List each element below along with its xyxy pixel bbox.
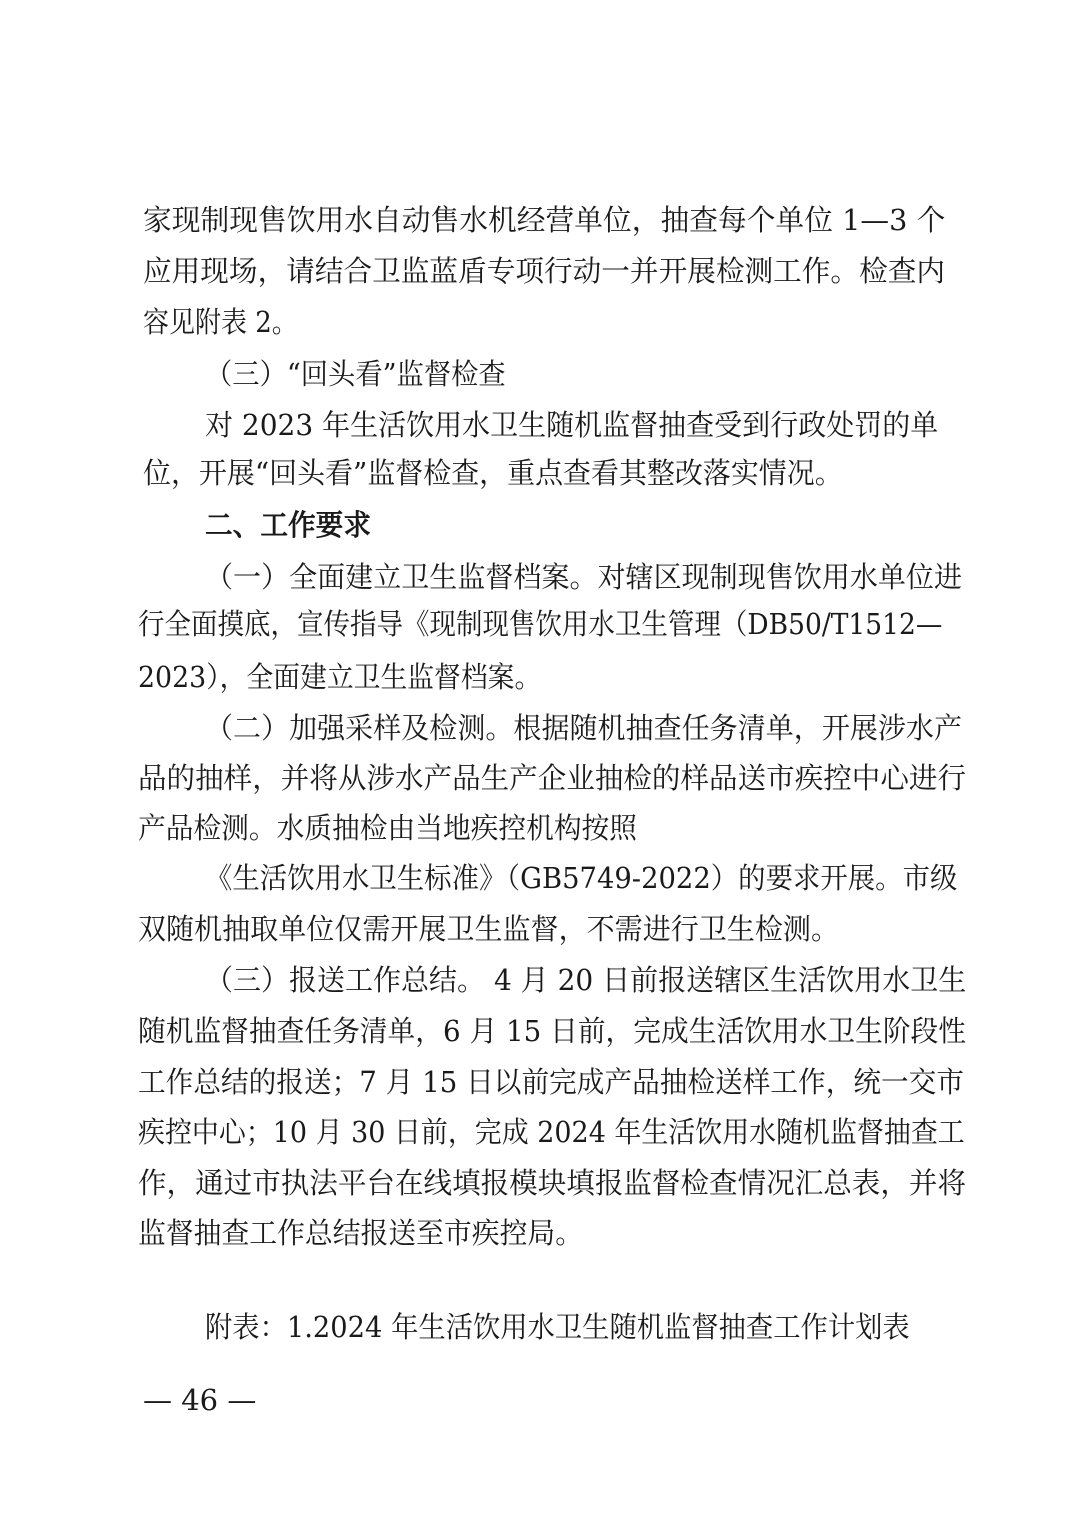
- paragraph-line: （一）全面建立卫生监督档案。对辖区现制现售饮用水单位进: [205, 560, 963, 594]
- paragraph-line: 2023），全面建立卫生监督档案。: [138, 660, 542, 694]
- paragraph-line: 产品检测。水质抽检由当地疾控机构按照: [138, 811, 638, 845]
- paragraph-line: 《生活饮用水卫生标准》（GB5749-2022）的要求开展。市级: [205, 861, 958, 895]
- section-heading: 二、工作要求: [205, 508, 372, 542]
- paragraph-line: 家现制现售饮用水自动售水机经营单位，抽查每个单位 1—3 个: [143, 203, 946, 237]
- paragraph-line: 应用现场，请结合卫监蓝盾专项行动一并开展检测工作。检查内: [143, 254, 946, 288]
- paragraph-line: （三）报送工作总结。 4 月 20 日前报送辖区生活饮用水卫生: [205, 963, 967, 997]
- paragraph-line: 品的抽样，并将从涉水产品生产企业抽检的样品送市疾控中心进行: [138, 761, 967, 795]
- paragraph-line: 随机监督抽查任务清单，6 月 15 日前，完成生活饮用水卫生阶段性: [138, 1014, 967, 1048]
- paragraph-line: 容见附表 2。: [143, 305, 298, 339]
- paragraph-line: 作，通过市执法平台在线填报模块填报监督检查情况汇总表，并将: [138, 1166, 967, 1200]
- attachment-line: 附表：1.2024 年生活饮用水卫生随机监督抽查工作计划表: [205, 1310, 910, 1344]
- paragraph-line: 位，开展“回头看”监督检查，重点查看其整改落实情况。: [143, 456, 843, 490]
- page-number: — 46 —: [143, 1383, 257, 1417]
- paragraph-line: 疾控中心；10 月 30 日前，完成 2024 年生活饮用水随机监督抽查工: [138, 1115, 965, 1149]
- paragraph-line: 工作总结的报送；7 月 15 日以前完成产品抽检送样工作，统一交市: [138, 1065, 965, 1099]
- paragraph-line: 双随机抽取单位仅需开展卫生监督，不需进行卫生检测。: [138, 912, 840, 946]
- paragraph-line: 对 2023 年生活饮用水卫生随机监督抽查受到行政处罚的单: [205, 408, 939, 442]
- paragraph-line: 监督抽查工作总结报送至市疾控局。: [138, 1216, 584, 1250]
- paragraph-line: （二）加强采样及检测。根据随机抽查任务清单，开展涉水产: [205, 711, 963, 745]
- subsection-heading: （三）“回头看”监督检查: [205, 357, 506, 391]
- paragraph-line: 行全面摸底，宣传指导《现制现售饮用水卫生管理（DB50/T1512—: [138, 607, 943, 641]
